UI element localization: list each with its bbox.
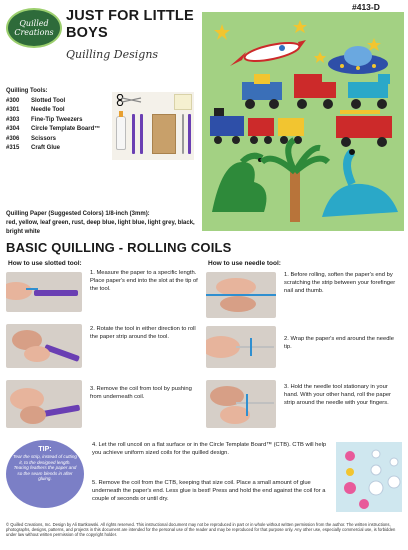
needle-tool-icon [140, 114, 143, 154]
paper-heading: Quilling Paper (Suggested Colors) 1/8-inch (3mm): [6, 211, 150, 217]
tweezers-icon [182, 114, 184, 154]
list-item: #300 Slotted Tool [6, 98, 66, 104]
page-subtitle: Quilling Designs [66, 48, 159, 61]
tip-title: TIP: [38, 446, 52, 453]
tool-handle-icon [188, 114, 191, 154]
needle-step-1-photo [206, 272, 276, 318]
copyright-footer: © Quilled Creations, Inc. Design by Ali Bartkowski. All rights reserved. This instructional document may not be reproduced in part or in whole without written permission from the author. The written instructions, photographs, designs, patterns, and projects in this document are intended for the personal use of the reader and may be reproduced for that purpose only. Any other use, especially commercial use, is forbidden under law without written permission of the copyright holder. [6, 522, 396, 538]
needle-step-3: 3. Hold the needle tool stationary in your hand. With your other hand, roll the paper strip around the needle with your fingers. [284, 384, 391, 406]
slotted-tool-heading: How to use slotted tool: [8, 260, 82, 267]
needle-step-2: 2. Wrap the paper's end around the needle tip. [284, 336, 394, 350]
glue-bottle-icon [116, 116, 126, 150]
paper-pad [174, 94, 192, 110]
palm-tree-icon [262, 140, 328, 222]
ufo-icon [328, 46, 388, 74]
product-code: #413-D [352, 2, 380, 12]
train-icon [210, 108, 304, 144]
slotted-tool-icon [132, 114, 135, 154]
star-icon [314, 52, 326, 63]
tool-list [6, 97, 100, 153]
scissors-icon [116, 94, 142, 106]
needle-step-2-photo [206, 326, 276, 368]
logo-line-2: Creations [14, 28, 54, 37]
tip-bubble [6, 440, 84, 508]
star-icon [367, 38, 381, 51]
hero-craft-image [202, 12, 404, 231]
brand-logo [6, 8, 62, 48]
tip-text: Tear the strip, instead of cutting it, to the designed length. Tearing feathers the paper and so the seam blends in after gluing. [13, 454, 77, 482]
section-heading: BASIC QUILLING - ROLLING COILS [6, 240, 232, 255]
needle-tool-heading: How to use needle tool: [208, 260, 281, 267]
dinosaur-icon [322, 149, 398, 217]
needle-step-1: 1. Before rolling, soften the paper's end by scratching the strip between your forefinger nail and thumb. [284, 272, 396, 294]
quilled-designs-illustration [202, 12, 404, 231]
tools-photo [112, 92, 194, 160]
truck-icon [348, 74, 390, 109]
paper-color-list: red, yellow, leaf green, rust, deep blue, light blue, light grey, black, bright white [6, 220, 195, 235]
step-5: 5. Remove the coil from the CTB, keeping that size coil. Place a small amount of glue underneath the paper's end. Less glue is best! Press and hold the end against the coil for a couple of seconds or until dry. [92, 480, 326, 502]
truck-icon [242, 74, 282, 109]
step-4: 4. Let the roll uncoil on a flat surface or in the Circle Template Board™ (CTB). CTB will help you achieve uniform sized coils for the quilled design. [92, 442, 327, 456]
list-item: #304 Circle Template Board™ [6, 126, 101, 133]
logo-line-1: Quilled [19, 19, 49, 28]
slotted-step-3: 3. Remove the coil from tool by pushing from underneath coil. [90, 386, 192, 400]
list-item: #315 Craft Glue [6, 145, 61, 152]
fire-truck-icon [336, 110, 392, 147]
needle-step-3-photo [206, 380, 276, 428]
slotted-step-2-photo [6, 324, 82, 368]
slotted-step-1: 1. Measure the paper to a specific length. Place paper's end into the slot at the tip of the tool. [90, 270, 198, 292]
star-icon [214, 24, 230, 40]
dinosaur-icon [212, 156, 266, 212]
star-icon [293, 20, 307, 33]
paper-colors [6, 210, 202, 237]
circle-template-photo [336, 442, 402, 512]
page-title: JUST FOR LITTLE BOYS [66, 8, 194, 41]
list-item: #303 Fine-Tip Tweezers [6, 116, 83, 123]
list-item: #301 Needle Tool [6, 107, 65, 114]
tools-heading: Quilling Tools: [6, 88, 48, 94]
slotted-step-3-photo [6, 380, 82, 428]
coil-icon [336, 442, 402, 512]
list-item: #306 Scissors [6, 135, 57, 142]
slotted-step-2: 2. Rotate the tool in either direction to roll the paper strip around the tool. [90, 326, 196, 340]
circle-template-board [152, 114, 176, 154]
rocket-icon [230, 39, 306, 66]
truck-icon [294, 74, 336, 109]
slotted-step-1-photo [6, 272, 82, 312]
